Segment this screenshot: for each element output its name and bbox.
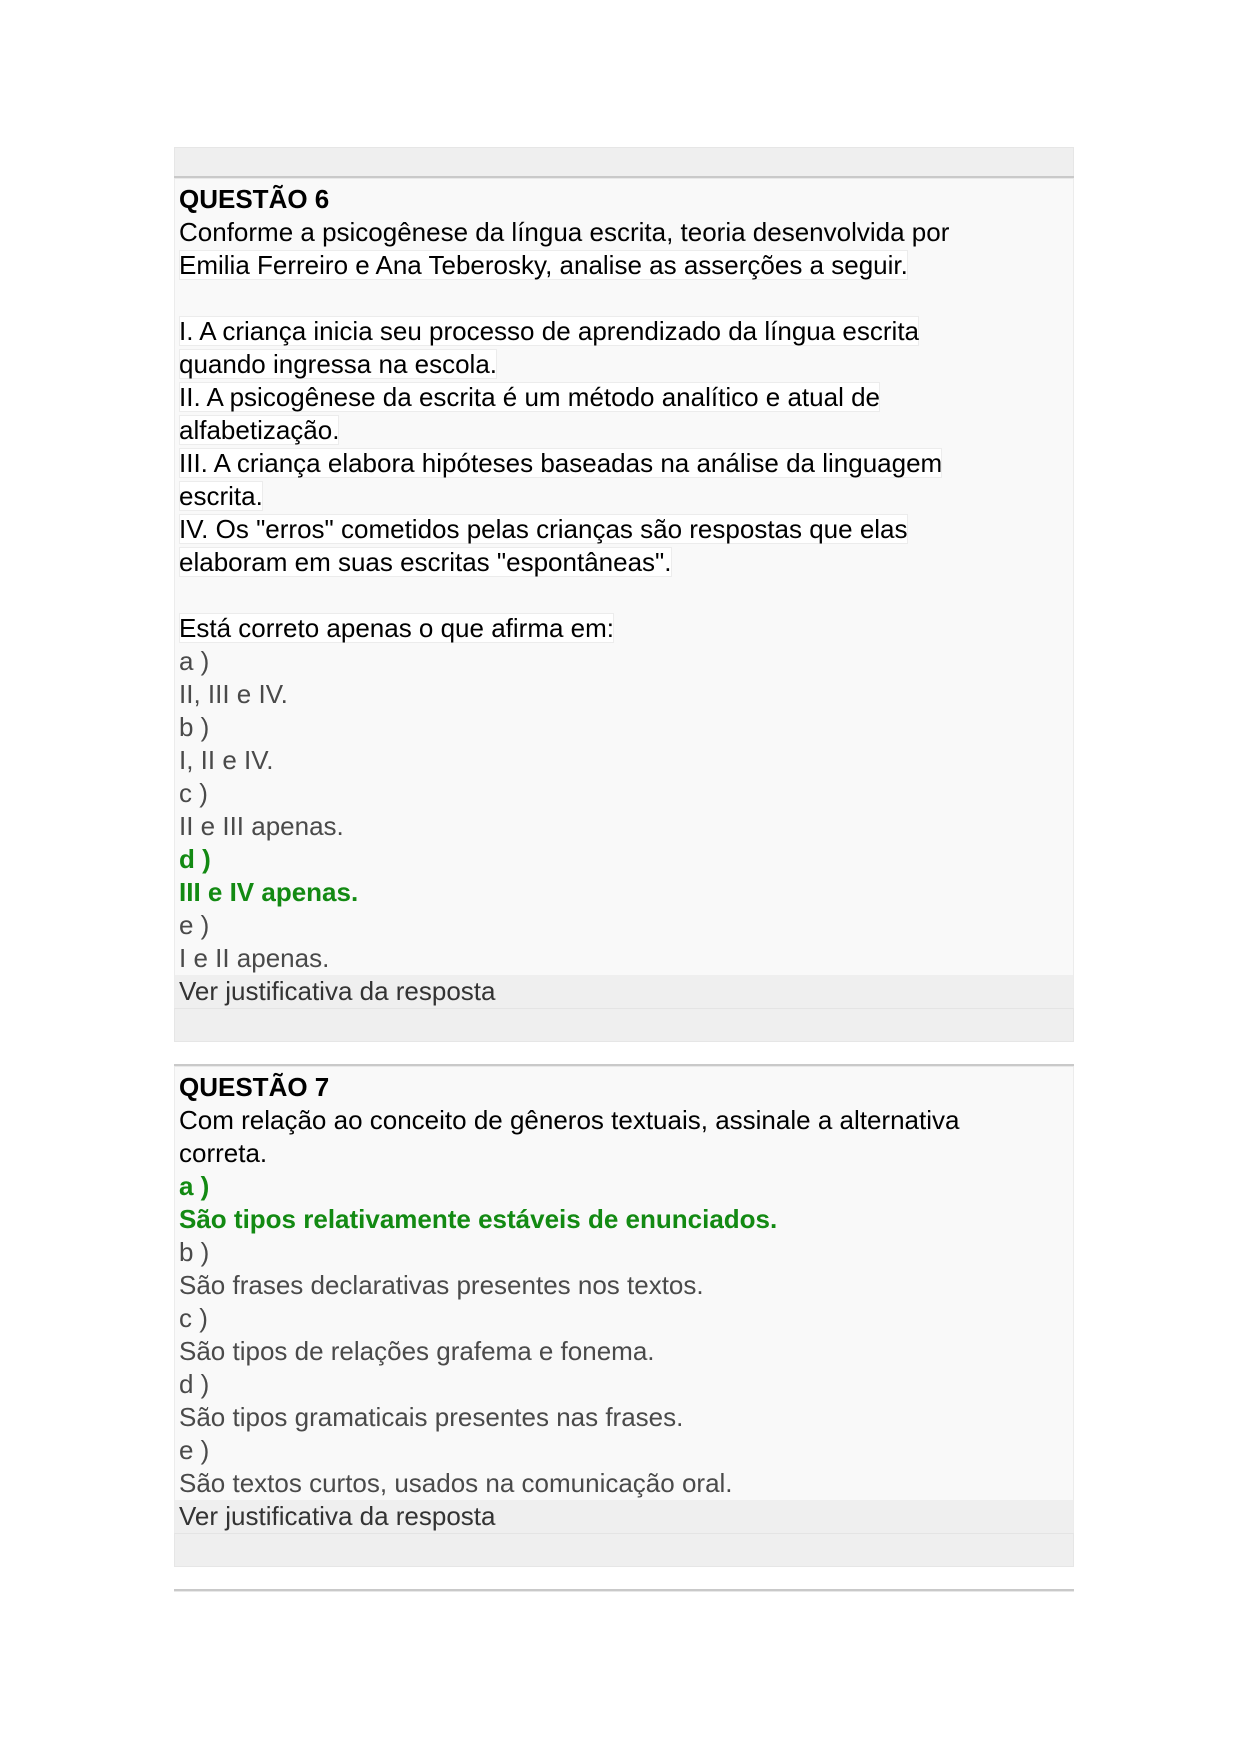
option-c-text[interactable]: São tipos de relações grafema e fonema.: [179, 1336, 655, 1366]
card-footer-bar: [174, 1533, 1074, 1567]
question-prompt-text: Emilia Ferreiro e Ana Teberosky, analise as asserções a seguir.: [179, 250, 908, 280]
option-b-letter[interactable]: b ): [179, 1237, 210, 1267]
option-d-letter[interactable]: d ): [179, 1369, 210, 1399]
assertion-text: IV. Os "erros" cometidos pelas crianças são respostas que elas: [179, 514, 908, 544]
option-d-text-correct[interactable]: III e IV apenas.: [179, 877, 359, 907]
question-card-7: [174, 1067, 1074, 1533]
assertion-text: II. A psicogênese da escrita é um método analítico e atual de: [179, 382, 880, 412]
question-prompt-line: [179, 249, 1069, 282]
option-b-text[interactable]: São frases declarativas presentes nos textos.: [179, 1270, 704, 1300]
instruction-line: [179, 612, 1069, 645]
question-prompt-line: Conforme a psicogênese da língua escrita, teoria desenvolvida por: [179, 217, 950, 247]
option-b-letter[interactable]: b ): [179, 712, 210, 742]
assertion-text: elaboram em suas escritas "espontâneas".: [179, 547, 672, 577]
top-bar: [174, 147, 1074, 176]
assertion-line: [179, 513, 1069, 546]
option-c-letter[interactable]: c ): [179, 1303, 208, 1333]
question-title: QUESTÃO 6: [179, 184, 330, 214]
question-prompt-line: correta.: [179, 1138, 268, 1168]
option-e-letter[interactable]: e ): [179, 1435, 210, 1465]
assertion-line: [179, 348, 1069, 381]
option-a-letter[interactable]: a ): [179, 646, 210, 676]
option-d-text[interactable]: São tipos gramaticais presentes nas frases.: [179, 1402, 684, 1432]
quiz-page: [174, 147, 1074, 1592]
assertion-line: [179, 414, 1069, 447]
option-a-text-correct[interactable]: São tipos relativamente estáveis de enunciados.: [179, 1204, 778, 1234]
option-e-text[interactable]: I e II apenas.: [179, 943, 330, 973]
view-justification-link[interactable]: Ver justificativa da resposta: [175, 975, 1073, 1008]
option-c-text[interactable]: II e III apenas.: [179, 811, 344, 841]
question-title: QUESTÃO 7: [179, 1072, 330, 1102]
assertion-text: quando ingressa na escola.: [179, 349, 498, 379]
option-e-text[interactable]: São textos curtos, usados na comunicação oral.: [179, 1468, 733, 1498]
option-a-letter-correct[interactable]: a ): [179, 1171, 210, 1201]
assertion-line: [179, 315, 1069, 348]
option-b-text[interactable]: I, II e IV.: [179, 745, 274, 775]
assertion-text: alfabetização.: [179, 415, 340, 445]
assertion-text: I. A criança inicia seu processo de aprendizado da língua escrita: [179, 316, 920, 346]
assertion-line: [179, 480, 1069, 513]
assertion-line: [179, 546, 1069, 579]
assertion-line: [179, 447, 1069, 480]
question-prompt-line: Com relação ao conceito de gêneros textuais, assinale a alternativa: [179, 1105, 960, 1135]
option-d-letter-correct[interactable]: d ): [179, 844, 211, 874]
card-footer-bar: [174, 1008, 1074, 1042]
assertion-text: escrita.: [179, 481, 263, 511]
instruction-text: Está correto apenas o que afirma em:: [179, 613, 615, 643]
option-c-letter[interactable]: c ): [179, 778, 208, 808]
assertion-line: [179, 381, 1069, 414]
view-justification-link[interactable]: Ver justificativa da resposta: [175, 1500, 1073, 1533]
option-a-text[interactable]: II, III e IV.: [179, 679, 288, 709]
assertion-text: III. A criança elabora hipóteses baseadas na análise da linguagem: [179, 448, 943, 478]
option-e-letter[interactable]: e ): [179, 910, 210, 940]
divider: [174, 1589, 1074, 1592]
question-card-6: [174, 179, 1074, 1008]
